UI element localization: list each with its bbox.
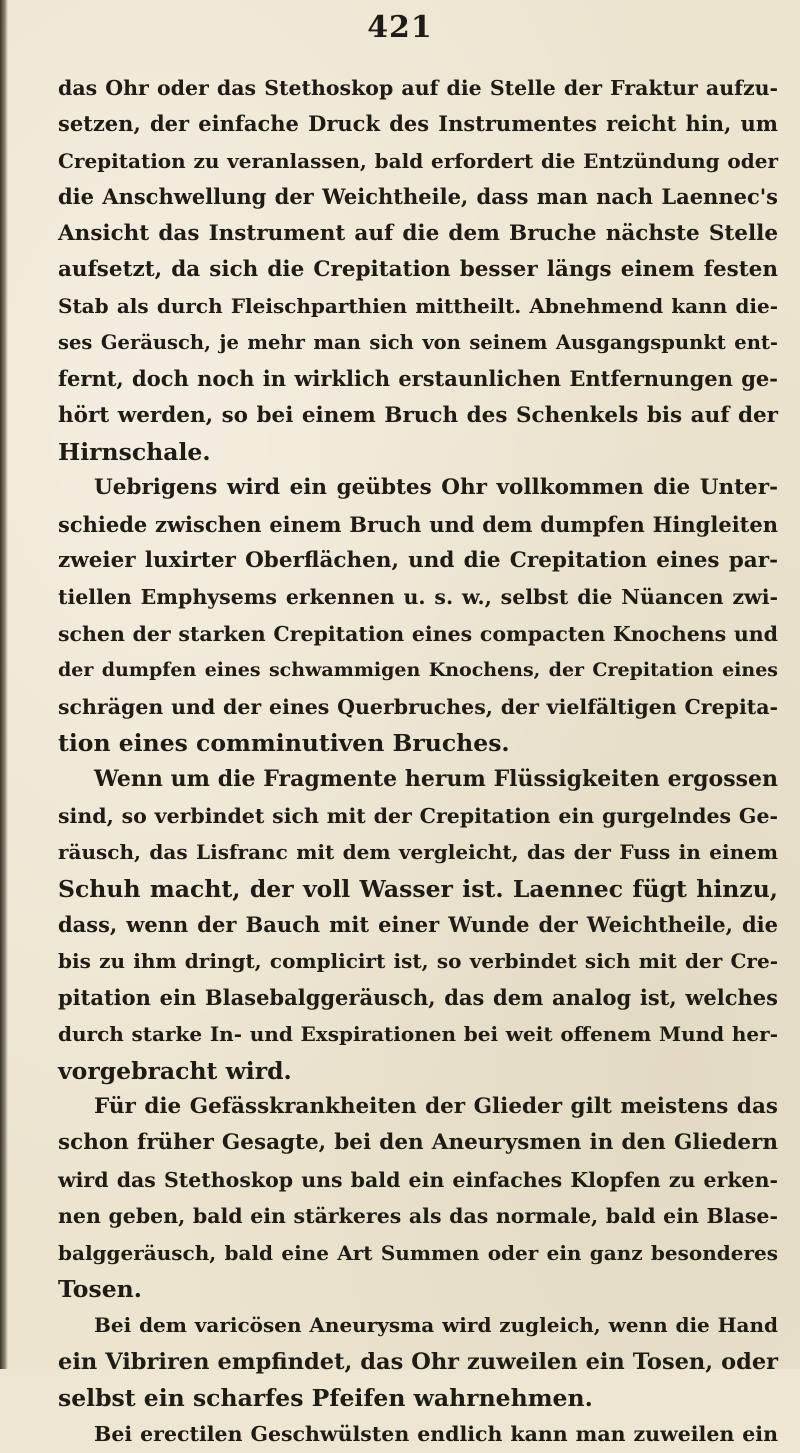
- page-binding-edge: [0, 0, 8, 1369]
- text-line: wird das Stethoskop uns bald ein einfaches Klopfen zu erken-: [58, 1167, 778, 1192]
- text-line: aufsetzt, da sich die Crepitation besser längs einem festen: [58, 256, 778, 282]
- text-line: Bei erectilen Geschwülsten endlich kann man zuweilen ein: [94, 1422, 778, 1447]
- text-line: räusch, das Lisfranc mit dem vergleicht, das der Fuss in einem: [58, 840, 778, 865]
- page-number: 421: [367, 10, 433, 45]
- text-line: vorgebracht wird.: [58, 1056, 292, 1085]
- text-line: bis zu ihm dringt, complicirt ist, so verbindet sich mit der Cre-: [58, 949, 778, 974]
- text-line: das Ohr oder das Stethoskop auf die Stelle der Fraktur aufzu-: [58, 76, 778, 100]
- text-line: schiede zwischen einem Bruch und dem dumpfen Hingleiten: [58, 511, 778, 537]
- text-line: ein Vibriren empfindet, das Ohr zuweilen ein Tosen, oder: [58, 1348, 778, 1375]
- text-line: Ansicht das Instrument auf die dem Bruche nächste Stelle: [58, 220, 778, 246]
- text-line: nen geben, bald ein stärkeres als das normale, bald ein Blase-: [58, 1204, 778, 1229]
- text-line: fernt, doch noch in wirklich erstaunlichen Entfernungen ge-: [58, 366, 778, 392]
- text-line: tion eines comminutiven Bruches.: [58, 729, 510, 758]
- text-line: Crepitation zu veranlassen, bald erfordert die Entzündung oder: [58, 148, 778, 173]
- text-line: hört werden, so bei einem Bruch des Schenkels bis auf der: [58, 402, 778, 428]
- text-line: tiellen Emphysems erkennen u. s. w., selbst die Nüancen zwi-: [58, 585, 778, 610]
- text-line: Stab als durch Fleischparthien mittheilt. Abnehmend kann die-: [58, 294, 778, 319]
- text-line: durch starke In- und Exspirationen bei weit offenem Mund her-: [58, 1022, 778, 1047]
- text-line: schen der starken Crepitation eines compacten Knochens und: [58, 621, 778, 646]
- text-line: Wenn um die Fragmente herum Flüssigkeiten ergossen: [94, 766, 778, 793]
- text-line: Hirnschale.: [58, 437, 211, 466]
- text-line: selbst ein scharfes Pfeifen wahrnehmen.: [58, 1384, 593, 1413]
- text-line: Für die Gefässkrankheiten der Glieder gilt meistens das: [94, 1093, 778, 1119]
- body-text: [58, 70, 778, 1453]
- text-line: balggeräusch, bald eine Art Summen oder ein ganz besonderes: [58, 1240, 778, 1265]
- text-line: Bei dem varicösen Aneurysma wird zugleich, wenn die Hand: [94, 1313, 778, 1338]
- text-line: zweier luxirter Oberflächen, und die Crepitation eines par-: [58, 548, 778, 574]
- text-line: schrägen und der eines Querbruches, der vielfältigen Crepita-: [58, 694, 778, 719]
- text-line: Tosen.: [58, 1274, 142, 1303]
- text-line: Uebrigens wird ein geübtes Ohr vollkommen die Unter-: [94, 475, 778, 501]
- text-line: setzen, der einfache Druck des Instrumentes reicht hin, um: [58, 111, 778, 137]
- text-line: der dumpfen eines schwammigen Knochens, der Crepitation eines: [58, 659, 778, 682]
- text-line: sind, so verbindet sich mit der Crepitation ein gurgelndes Ge-: [58, 803, 778, 828]
- text-line: ses Geräusch, je mehr man sich von seinem Ausgangspunkt ent-: [58, 330, 778, 354]
- text-line: dass, wenn der Bauch mit einer Wunde der Weichtheile, die: [58, 911, 778, 937]
- text-line: Schuh macht, der voll Wasser ist. Laennec fügt hinzu,: [58, 874, 778, 903]
- text-line: die Anschwellung der Weichtheile, dass man nach Laennec's: [58, 184, 778, 210]
- text-line: schon früher Gesagte, bei den Aneurysmen in den Gliedern: [58, 1130, 778, 1156]
- text-line: pitation ein Blasebalggeräusch, das dem analog ist, welches: [58, 984, 778, 1010]
